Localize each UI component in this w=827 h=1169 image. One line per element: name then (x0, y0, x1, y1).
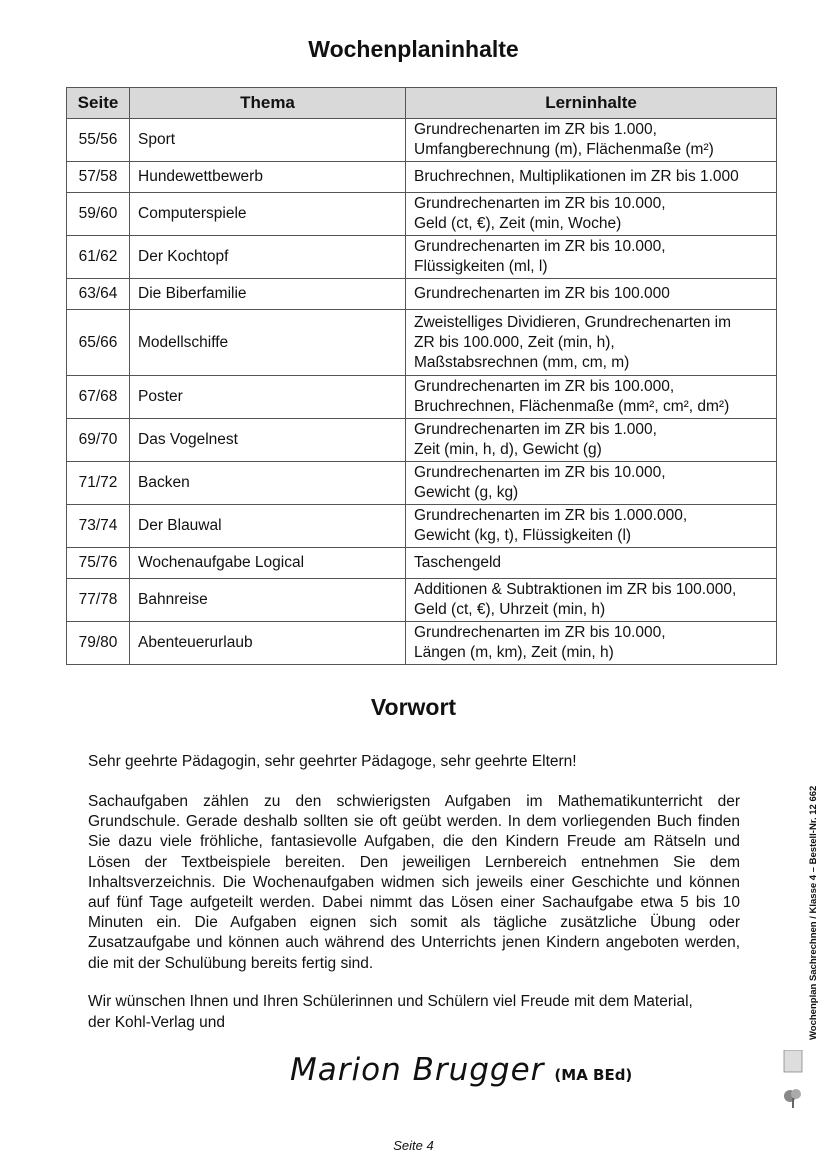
cell-lerninhalte (406, 310, 777, 376)
table-header-row (67, 88, 777, 119)
side-text: Wochenplan Sachrechnen / Klasse 4 – Bestell-Nr. 12 662 (808, 785, 819, 1040)
signature-name: Marion Brugger (290, 1052, 545, 1088)
table-row (67, 193, 777, 236)
cell-thema: Bahnreise (130, 579, 406, 622)
table-row (67, 419, 777, 462)
header-seite: Seite (67, 88, 130, 119)
lerninhalt-line: Grundrechenarten im ZR bis 10.000, (414, 195, 666, 212)
lerninhalt-line: Taschengeld (414, 554, 502, 571)
vorwort-body: Sachaufgaben zählen zu den schwierigsten Aufgaben im Mathematikunterricht der Grundschule. Gerade deshalb sollten sie oft geübt werden. In dem vorliegenden Buch finden Sie dazu viele fröhliche, fantasievolle Aufgaben, die den Kindern Freude am Rätseln und Lösen der Textbeispiele bereiten. Den jeweiligen Lernbereich entnehmen Sie dem Inhaltsverzeichnis. Die Wochenaufgaben widmen sich jeweils einer Geschichte und können auf fünf Tage aufgeteilt werden. Dabei nimmt das Lösen einer Sachaufgabe etwa 5 bis 10 Minuten ein. Die Aufgaben eignen sich somit als tägliche zusätzliche Übung oder Zusatzaufgabe und können auch während des Unterrichts jenen Kindern angeboten werden, die mit der Schulübung bereits fertig sind. (88, 793, 740, 972)
lerninhalt-line: Grundrechenarten im ZR bis 10.000, (414, 624, 666, 641)
lerninhalt-line: Längen (m, km), Zeit (min, h) (414, 644, 614, 661)
signature (290, 1052, 632, 1088)
cell-lerninhalte (406, 419, 777, 462)
cell-lerninhalte (406, 279, 777, 310)
table-row (67, 310, 777, 376)
cell-seite: 59/60 (67, 193, 130, 236)
cell-seite: 67/68 (67, 376, 130, 419)
vorwort-title: Vorwort (370, 694, 457, 720)
cell-seite: 61/62 (67, 236, 130, 279)
table-row (67, 579, 777, 622)
lerninhalt-line: Zweistelliges Dividieren, Grundrechenarten im (414, 313, 732, 331)
cell-seite: 63/64 (67, 279, 130, 310)
lerninhalt-line: Maßstabsrechnen (mm, cm, m) (414, 353, 630, 371)
table-row (67, 119, 777, 162)
lerninhalt-line: Bruchrechnen, Multiplikationen im ZR bis 1.000 (414, 168, 739, 185)
cell-lerninhalte (406, 548, 777, 579)
cell-lerninhalte (406, 119, 777, 162)
header-lerninhalte: Lerninhalte (406, 88, 777, 119)
cell-seite: 57/58 (67, 162, 130, 193)
cell-seite: 77/78 (67, 579, 130, 622)
cell-lerninhalte (406, 162, 777, 193)
lerninhalt-line: Grundrechenarten im ZR bis 100.000 (414, 285, 670, 302)
table-row (67, 236, 777, 279)
cell-seite: 55/56 (67, 119, 130, 162)
cell-seite: 65/66 (67, 310, 130, 376)
lerninhalt-line: Gewicht (g, kg) (414, 484, 519, 501)
cell-lerninhalte (406, 579, 777, 622)
lerninhalt-line: Grundrechenarten im ZR bis 1.000.000, (414, 507, 688, 524)
cell-seite: 73/74 (67, 505, 130, 548)
table-row (67, 376, 777, 419)
cell-lerninhalte (406, 622, 777, 665)
cell-lerninhalte (406, 505, 777, 548)
cell-thema: Poster (130, 376, 406, 419)
signature-title: (MA BEd) (554, 1066, 633, 1084)
cell-thema: Backen (130, 462, 406, 505)
table-row (67, 162, 777, 193)
cell-lerninhalte (406, 376, 777, 419)
cell-seite: 71/72 (67, 462, 130, 505)
closing-line-2: der Kohl-Verlag und (88, 1013, 226, 1031)
lerninhalt-line: Flüssigkeiten (ml, l) (414, 258, 548, 275)
table-row (67, 622, 777, 665)
lerninhalt-line: Geld (ct, €), Zeit (min, Woche) (414, 215, 622, 232)
greeting: Sehr geehrte Pädagogin, sehr geehrter Pädagoge, sehr geehrte Eltern! (88, 753, 577, 770)
cell-thema: Die Biberfamilie (130, 279, 406, 310)
publisher-logo-icon (780, 1050, 806, 1110)
lerninhalt-line: Grundrechenarten im ZR bis 1.000, (414, 421, 657, 438)
lerninhalt-line: Grundrechenarten im ZR bis 10.000, (414, 464, 666, 481)
cell-thema: Modellschiffe (130, 310, 406, 376)
lerninhalt-line: Umfangberechnung (m), Flächenmaße (m²) (414, 141, 714, 158)
table-row (67, 279, 777, 310)
closing-line-1: Wir wünschen Ihnen und Ihren Schülerinnen und Schülern viel Freude mit dem Material, (88, 993, 693, 1010)
cell-seite: 75/76 (67, 548, 130, 579)
lerninhalt-line: Grundrechenarten im ZR bis 1.000, (414, 121, 657, 138)
page-number: Seite 4 (393, 1138, 434, 1153)
lerninhalt-line: ZR bis 100.000, Zeit (min, h), (414, 333, 615, 351)
cell-thema: Hundewettbewerb (130, 162, 406, 193)
lerninhalt-line: Geld (ct, €), Uhrzeit (min, h) (414, 601, 606, 618)
table-row (67, 462, 777, 505)
table-row (67, 505, 777, 548)
cell-seite: 79/80 (67, 622, 130, 665)
lerninhalt-line: Bruchrechnen, Flächenmaße (mm², cm², dm²) (414, 398, 730, 415)
cell-thema: Das Vogelnest (130, 419, 406, 462)
page-title: Wochenplaninhalte (308, 36, 519, 62)
cell-thema: Der Blauwal (130, 505, 406, 548)
cell-lerninhalte (406, 193, 777, 236)
lerninhalt-line: Grundrechenarten im ZR bis 100.000, (414, 378, 675, 395)
cell-thema: Der Kochtopf (130, 236, 406, 279)
cell-lerninhalte (406, 236, 777, 279)
lerninhalt-line: Additionen & Subtraktionen im ZR bis 100.000, (414, 581, 737, 598)
lerninhalt-line: Zeit (min, h, d), Gewicht (g) (414, 441, 602, 458)
cell-thema: Wochenaufgabe Logical (130, 548, 406, 579)
cell-thema: Sport (130, 119, 406, 162)
lerninhalt-line: Grundrechenarten im ZR bis 10.000, (414, 238, 666, 255)
table-row (67, 548, 777, 579)
header-thema: Thema (130, 88, 406, 119)
cell-lerninhalte (406, 462, 777, 505)
closing (88, 992, 748, 1033)
content-table (66, 87, 777, 665)
cell-thema: Computerspiele (130, 193, 406, 236)
lerninhalt-line: Gewicht (kg, t), Flüssigkeiten (l) (414, 527, 632, 544)
cell-thema: Abenteuerurlaub (130, 622, 406, 665)
cell-seite: 69/70 (67, 419, 130, 462)
